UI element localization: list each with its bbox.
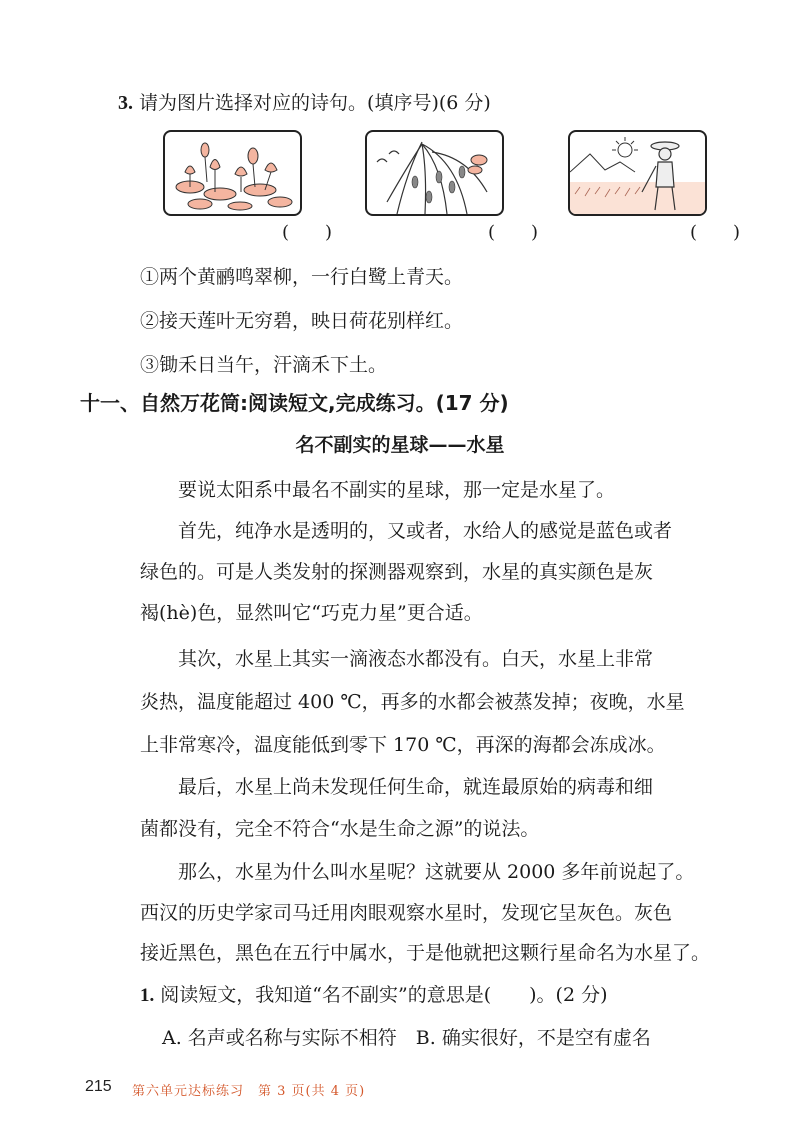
question-1 xyxy=(140,980,608,1007)
article-line: 接近黑色，黑色在五行中属水，于是他就把这颗行星命名为水星了。 xyxy=(140,942,711,964)
article-line: 上非常寒冷，温度能低到零下 170 ℃，再深的海都会冻成冰。 xyxy=(140,734,666,756)
answer-blank-3[interactable]: ( ) xyxy=(690,222,741,243)
article-line: 首先，纯净水是透明的，又或者，水给人的感觉是蓝色或者 xyxy=(140,520,673,542)
lotus-picture xyxy=(163,130,302,216)
article-line: 菌都没有，完全不符合“水是生命之源”的说法。 xyxy=(140,818,540,840)
article-line: 炎热，温度能超过 400 ℃，再多的水都会被蒸发掉；夜晚，水星 xyxy=(140,691,685,713)
question-number: 1. xyxy=(140,985,155,1006)
poem-option-1: ①两个黄鹂鸣翠柳，一行白鹭上青天。 xyxy=(140,266,464,288)
question-1-options: A. 名声或名称与实际不相符 B. 确实很好，不是空有虚名 xyxy=(162,1027,651,1049)
article-line: 要说太阳系中最名不副实的星球，那一定是水星了。 xyxy=(140,479,616,501)
poem-option-2: ②接天莲叶无穷碧，映日荷花别样红。 xyxy=(140,310,464,332)
farmer-field-picture xyxy=(568,130,707,216)
answer-blank-2[interactable]: ( ) xyxy=(488,222,539,243)
article-line: 那么，水星为什么叫水星呢？这就要从 2000 多年前说起了。 xyxy=(140,861,695,883)
section-title: 十一、自然万花筒:阅读短文,完成练习。(17 分) xyxy=(80,391,509,415)
article-line: 最后，水星上尚未发现任何生命，就连最原始的病毒和细 xyxy=(140,776,654,798)
article-title: 名不副实的星球——水星 xyxy=(295,434,505,456)
answer-blank-1[interactable]: ( ) xyxy=(282,222,333,243)
willow-birds-picture xyxy=(365,130,504,216)
question-number: 3. xyxy=(118,92,133,114)
article-line: 西汉的历史学家司马迁用肉眼观察水星时，发现它呈灰色。灰色 xyxy=(140,902,673,924)
question-text: 阅读短文，我知道“名不副实”的意思是( )。(2 分) xyxy=(160,984,608,1006)
poem-option-3: ③锄禾日当午，汗滴禾下土。 xyxy=(140,354,388,376)
article-line: 其次，水星上其实一滴液态水都没有。白天，水星上非常 xyxy=(140,648,654,670)
article-line: 褐(hè)色，显然叫它“巧克力星”更合适。 xyxy=(140,602,483,624)
page-number: 215 xyxy=(85,1078,112,1095)
footer-text: 第六单元达标练习 第 3 页(共 4 页) xyxy=(132,1084,366,1099)
article-line: 绿色的。可是人类发射的探测器观察到，水星的真实颜色是灰 xyxy=(140,561,654,583)
question-text: 请为图片选择对应的诗句。(填序号)(6 分) xyxy=(139,92,491,114)
question-3-title xyxy=(118,88,491,115)
